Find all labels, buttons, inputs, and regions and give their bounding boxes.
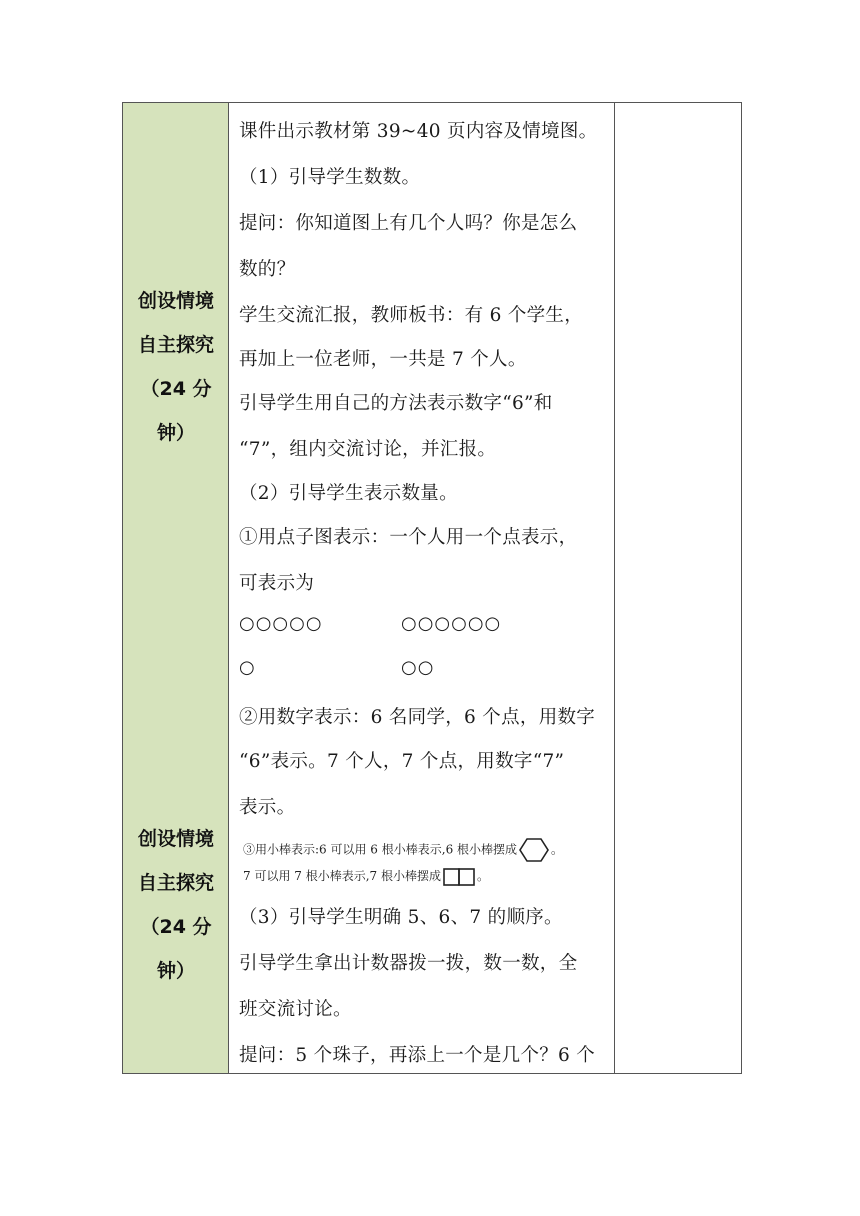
stick-line-seven	[243, 867, 489, 886]
content-line: 数的？	[239, 259, 296, 280]
stick-text: 。	[551, 842, 564, 857]
section-label-line: 钟）	[156, 960, 195, 982]
stick-text: 7 可以用 7 根小棒表示,7 根小棒摆成	[243, 869, 441, 883]
content-line: （2）引导学生表示数量。	[239, 483, 458, 504]
notes-column-divider	[614, 103, 615, 1073]
two-squares-sticks-icon	[443, 868, 475, 886]
dot-diagram-seven-row2: ○○	[401, 657, 435, 678]
content-line: ②用数字表示：6 名同学，6 个点，用数字	[239, 707, 596, 728]
content-line: 学生交流汇报，教师板书：有 6 个学生，	[239, 305, 584, 326]
dot-diagram-seven-row1: ○○○○○○	[401, 613, 502, 634]
section-label-line: 自主探究	[137, 334, 214, 356]
section-label-line: 自主探究	[137, 872, 214, 894]
content-line: 再加上一位老师，一共是 7 个人。	[239, 349, 527, 370]
stick-text: 。	[476, 869, 489, 883]
content-line: （3）引导学生明确 5、6、7 的顺序。	[239, 907, 563, 928]
section-label-line: （24 分	[140, 916, 212, 938]
section-column	[123, 103, 229, 1073]
content-line: 引导学生用自己的方法表示数字“6”和	[239, 393, 553, 414]
stick-line-six	[243, 837, 563, 863]
hexagon-sticks-icon	[519, 837, 549, 863]
section-label-line: 钟）	[156, 422, 195, 444]
content-line: 提问：5 个珠子，再添上一个是几个？6 个	[239, 1045, 596, 1066]
content-line: 表示。	[239, 797, 296, 818]
content-line: ①用点子图表示：一个人用一个点表示，	[239, 527, 578, 548]
section-label-line: （24 分	[140, 378, 212, 400]
content-line: 课件出示教材第 39~40 页内容及情境图。	[239, 121, 598, 142]
content-line: 引导学生拿出计数器拨一拨，数一数，全	[239, 953, 578, 974]
content-line: 提问：你知道图上有几个人吗？你是怎么	[239, 213, 578, 234]
section-label-upper	[123, 279, 229, 455]
stick-text: ③用小棒表示:6 可以用 6 根小棒表示,6 根小棒摆成	[243, 842, 518, 857]
content-line: 可表示为	[239, 573, 315, 594]
lesson-table	[122, 102, 742, 1074]
section-label-lower	[123, 817, 229, 993]
section-label-line: 创设情境	[137, 290, 214, 312]
content-line: “6”表示。7 个人，7 个点，用数字“7”	[239, 751, 565, 772]
content-line: （1）引导学生数数。	[239, 167, 421, 188]
content-line: “7”，组内交流讨论，并汇报。	[239, 439, 497, 460]
dot-diagram-six-row1: ○○○○○	[239, 613, 323, 634]
dot-diagram-six-row2: ○	[239, 657, 256, 678]
content-line: 班交流讨论。	[239, 999, 352, 1020]
section-label-line: 创设情境	[137, 828, 214, 850]
